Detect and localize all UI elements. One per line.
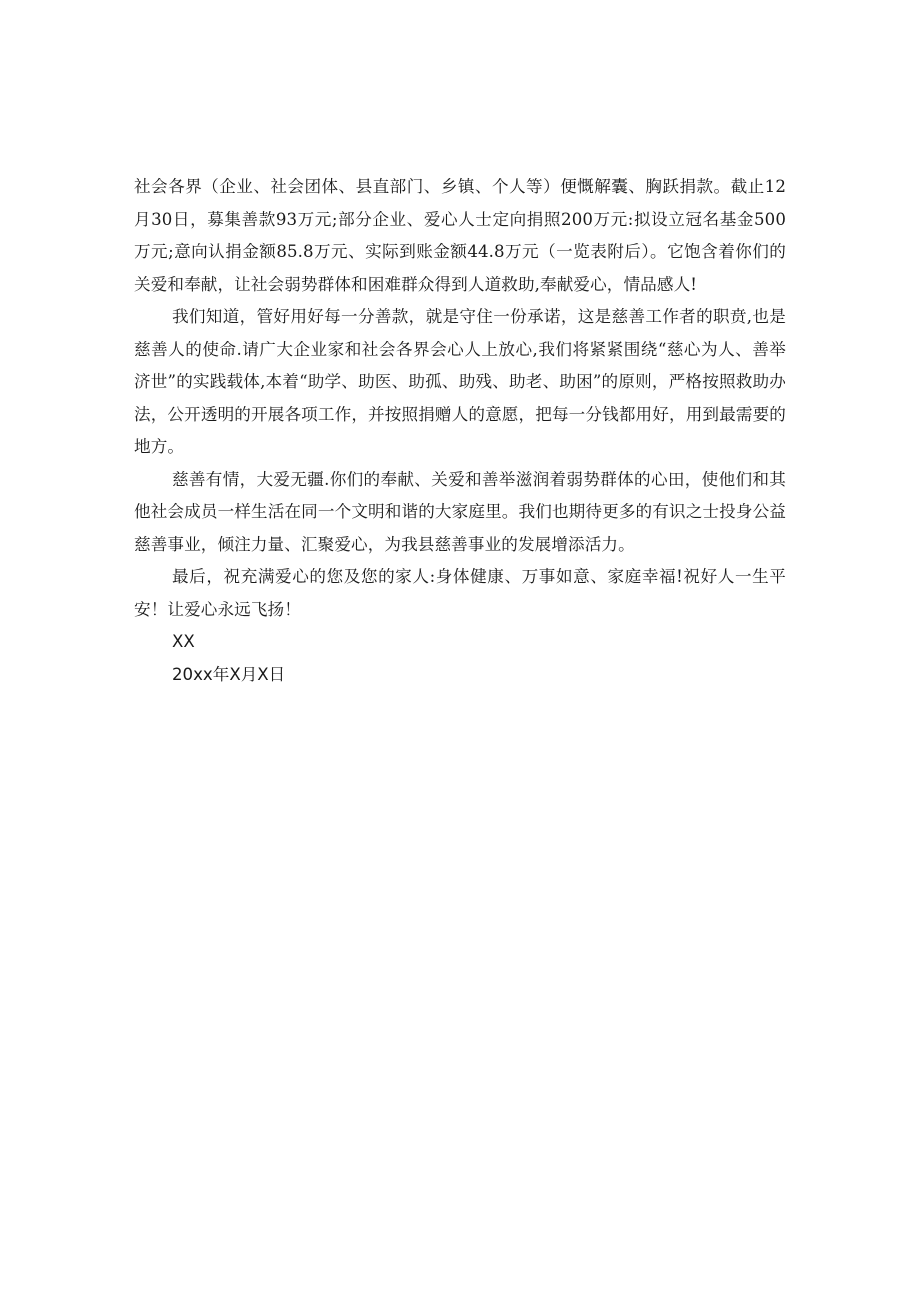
signature: XX	[172, 632, 195, 651]
paragraph-donations: 社会各界（企业、社会团体、县直部门、乡镇、个人等）便慨解囊、胸跃捐款。截止12月30日，募集善款93万元;部分企业、爱心人士定向捐照200万元:拟设立冠名基金500万元;意向认捐金额85.8万元、实际到账金额44.8万元（一览表附后）。它饱含着你们的关爱和奉献，让社会弱势群体和困难群众得到人道救助,奉献爱心，情品感人!	[134, 177, 786, 294]
paragraph-closing-wishes: 最后，祝充满爱心的您及您的家人:身体健康、万事如意、家庭幸福!祝好人一生平安！让爱心永远飞扬！	[134, 567, 786, 619]
paragraph-charity: 慈善有情，大爱无疆.你们的奉献、关爱和善举滋润着弱势群体的心田，使他们和其他社会成员一样生活在同一个文明和谐的大家庭里。我们也期待更多的有识之士投身公益慈善事业，倾注力量、汇聚爱心，为我县慈善事业的发展增添活力。	[134, 469, 786, 554]
letter-body	[134, 171, 786, 691]
letter-date: 20xx年X月X日	[172, 664, 286, 684]
paragraph-commitment: 我们知道，管好用好每一分善款，就是守住一份承诺，这是慈善工作者的职贲,也是慈善人的使命.请广大企业家和社会各界会心人上放心,我们将紧紧围绕“慈心为人、善举济世”的实践载体,本着“助学、助医、助孤、助残、助老、助困”的原则，严格按照救助办法，公开透明的开展各项工作，并按照捐赠人的意愿，把每一分钱都用好，用到最需要的地方。	[134, 307, 786, 456]
